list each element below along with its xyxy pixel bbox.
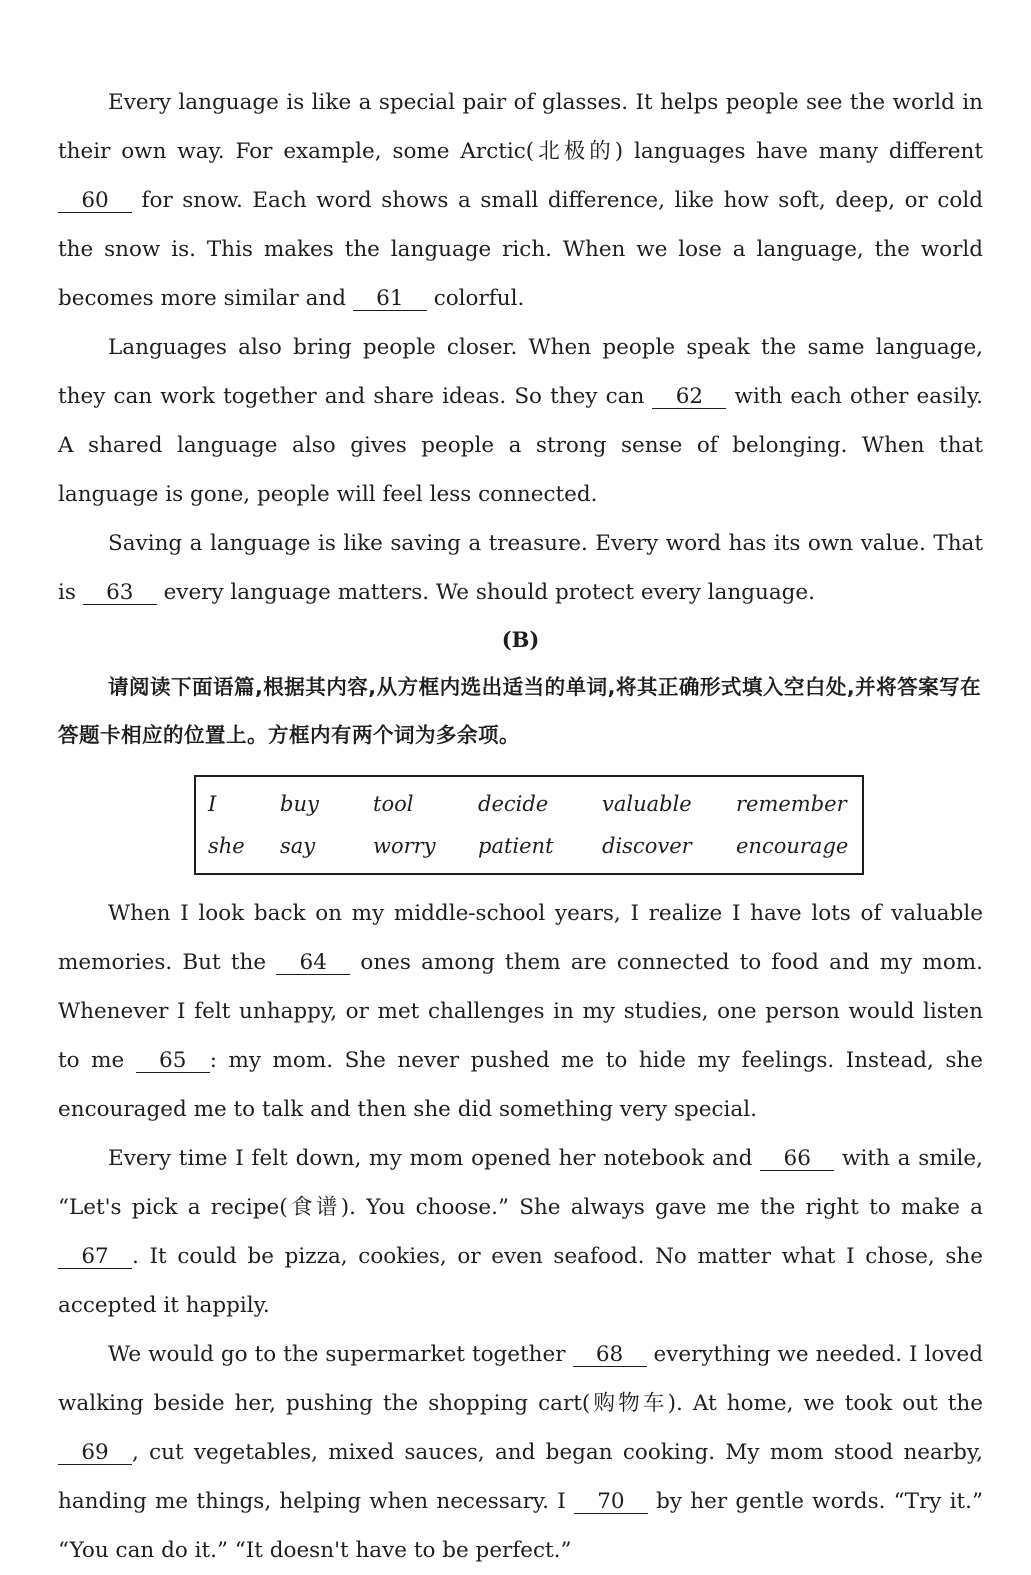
text-segment: Every time I felt down, my mom opened her notebook and [108, 1146, 761, 1171]
text-segment: with each other easily. A shared language also gives people a strong sense of belonging. When that language is gone, people will feel less connected. [58, 384, 983, 507]
word-option: worry [373, 834, 436, 858]
passage-b-paragraph-2 [58, 1134, 983, 1330]
text-segment: everything we needed. I loved walking beside her, pushing the shopping cart(购物车). At home, we took out the [58, 1342, 983, 1416]
text-segment: by her gentle words. “Try it.” “You can do it.” “It doesn't have to be perfect.” [58, 1489, 983, 1563]
word-option: valuable [602, 792, 692, 816]
section-b-label: (B) [501, 627, 540, 652]
blank-69: 69 [58, 1442, 132, 1465]
word-option: she [208, 834, 245, 858]
text-segment: : my mom. She never pushed me to hide my feelings. Instead, she encouraged me to talk and then she did something very special. [58, 1048, 983, 1122]
blank-62: 62 [652, 386, 726, 409]
blank-67: 67 [58, 1246, 132, 1269]
word-option: encourage [736, 834, 849, 858]
word-option: remember [736, 792, 847, 816]
word-option: patient [478, 834, 554, 858]
blank-68: 68 [573, 1344, 647, 1367]
text-segment: Every language is like a special pair of glasses. It helps people see the world in their own way. For example, some Arctic(北极的) languages have many different [58, 90, 983, 164]
blank-60: 60 [58, 190, 132, 213]
passage-a-paragraph-1 [58, 78, 983, 323]
word-option: discover [602, 834, 692, 858]
word-box-row-2 [208, 825, 862, 867]
word-option: say [280, 834, 316, 858]
word-option: I [208, 792, 217, 816]
text-segment: with a smile, “Let's pick a recipe(食谱). You choose.” She always gave me the right to make a [58, 1146, 983, 1220]
blank-61: 61 [353, 288, 427, 311]
text-segment: ones among them are connected to food and my mom. Whenever I felt unhappy, or met challenges in my studies, one person would listen to me [58, 950, 983, 1073]
word-option: tool [373, 792, 414, 816]
passage-b-paragraph-1 [58, 889, 983, 1134]
blank-64: 64 [276, 952, 350, 975]
text-segment: for snow. Each word shows a small difference, like how soft, deep, or cold the snow is. This makes the language rich. When we lose a language, the world becomes more similar and [58, 188, 983, 311]
word-box [194, 775, 864, 875]
text-segment: When I look back on my middle-school years, I realize I have lots of valuable memories. But the [58, 901, 983, 975]
text-segment: Languages also bring people closer. When people speak the same language, they can work together and share ideas. So they can [58, 335, 983, 409]
blank-65: 65 [136, 1050, 210, 1073]
text-segment: Saving a language is like saving a treasure. Every word has its own value. That is [58, 531, 983, 605]
text-segment: , cut vegetables, mixed sauces, and began cooking. My mom stood nearby, handing me things, helping when necessary. I [58, 1440, 983, 1514]
text-segment: colorful. [426, 286, 525, 311]
word-option: decide [478, 792, 549, 816]
blank-63: 63 [83, 582, 157, 605]
blank-70: 70 [574, 1491, 648, 1514]
word-option: buy [280, 792, 319, 816]
passage-b-paragraph-3 [58, 1330, 983, 1575]
text-segment: every language matters. We should protect every language. [156, 580, 815, 605]
text-segment: . It could be pizza, cookies, or even seafood. No matter what I chose, she accepted it happily. [58, 1244, 983, 1318]
section-b-instruction: 请阅读下面语篇,根据其内容,从方框内选出适当的单词,将其正确形式填入空白处,并将答案写在答题卡相应的位置上。方框内有两个词为多余项。 [58, 675, 982, 747]
text-segment: We would go to the supermarket together [108, 1342, 573, 1367]
word-box-row-1 [208, 783, 862, 825]
passage-a-paragraph-2 [58, 323, 983, 519]
blank-66: 66 [760, 1148, 834, 1171]
passage-a-paragraph-3 [58, 519, 983, 617]
exam-page [58, 78, 983, 1575]
